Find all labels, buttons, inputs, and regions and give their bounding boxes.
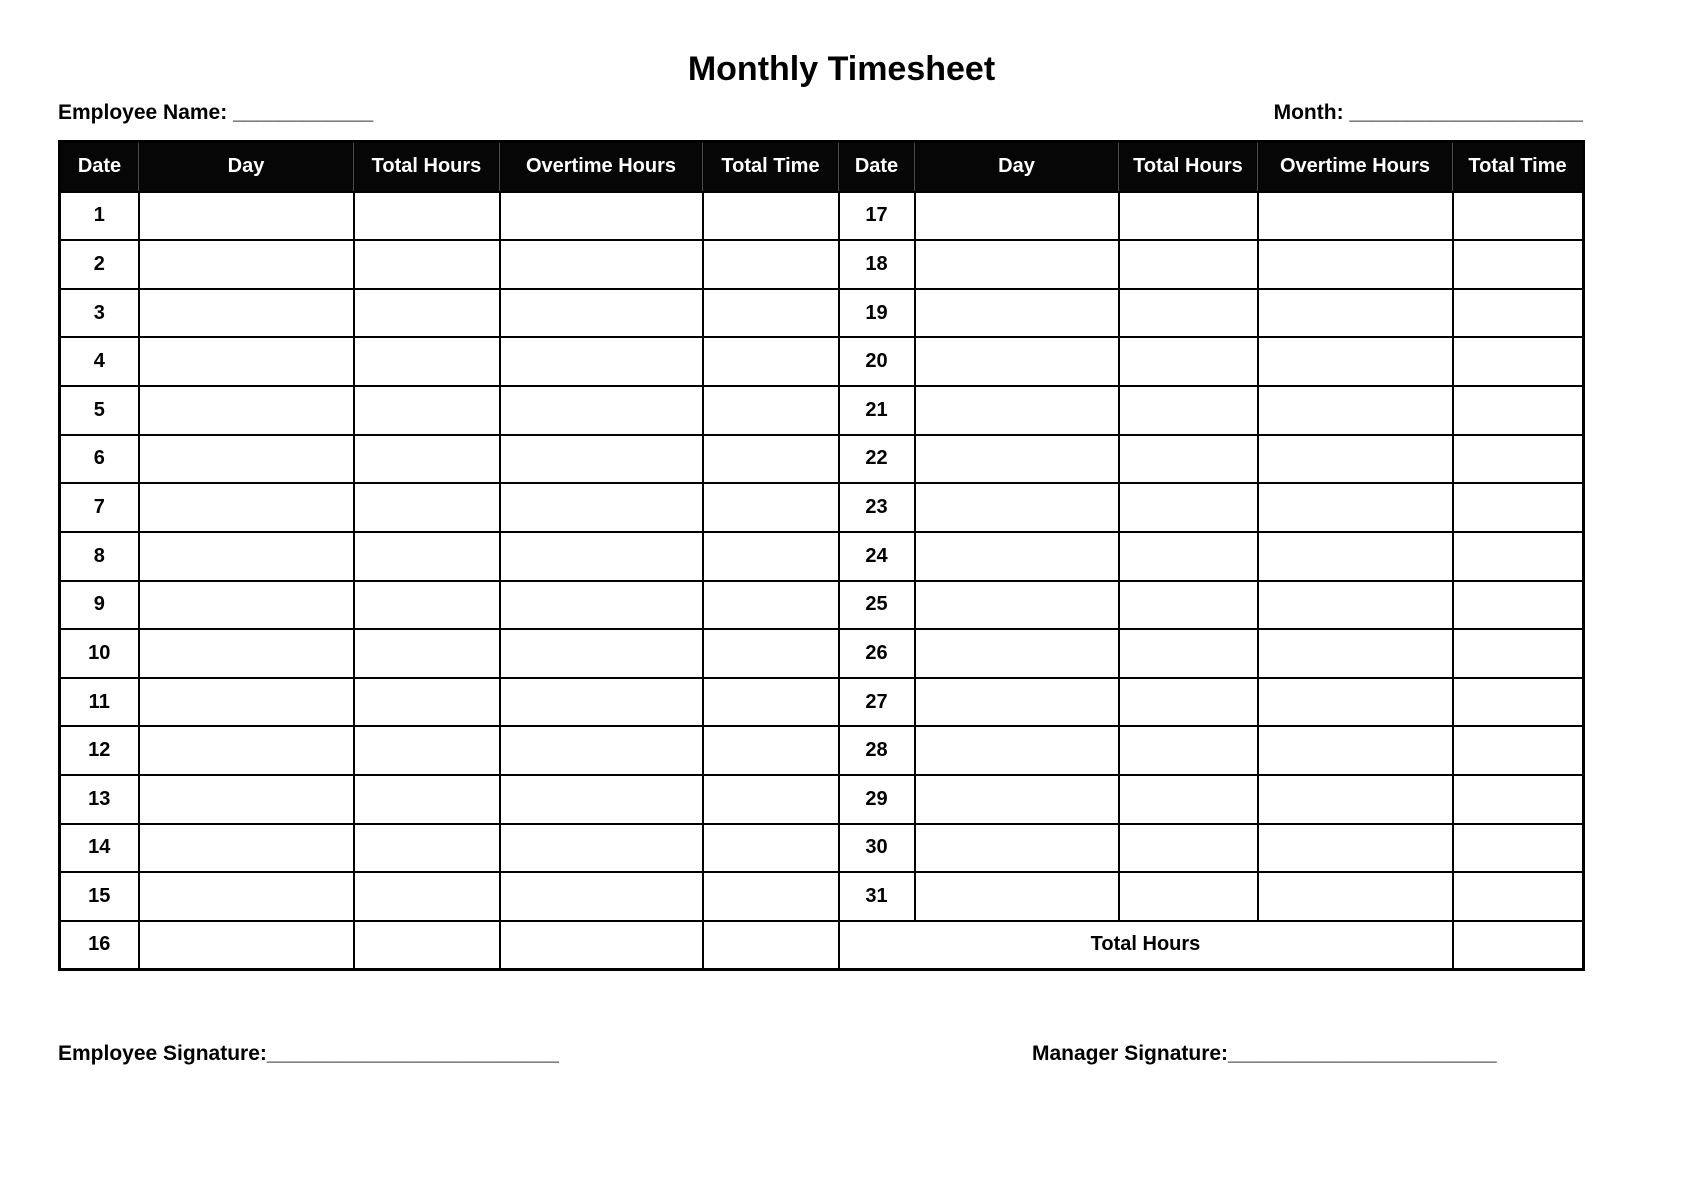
entry-total-hours-19[interactable] — [1119, 289, 1258, 338]
entry-overtime-hours-5[interactable] — [500, 386, 703, 435]
employee-signature-label: Employee Signature: — [58, 1042, 267, 1065]
entry-total-time-6[interactable] — [703, 435, 839, 484]
entry-overtime-hours-11[interactable] — [500, 678, 703, 727]
entry-total-time-25[interactable] — [1453, 581, 1584, 630]
entry-total-hours-17[interactable] — [1119, 192, 1258, 241]
entry-overtime-hours-13[interactable] — [500, 775, 703, 824]
entry-total-hours-14[interactable] — [354, 824, 500, 873]
date-cell-20: 20 — [839, 337, 915, 386]
entry-day-25[interactable] — [915, 581, 1119, 630]
date-cell-28: 28 — [839, 726, 915, 775]
entry-day-30[interactable] — [915, 824, 1119, 873]
entry-overtime-hours-1[interactable] — [500, 192, 703, 241]
table-row-5 — [60, 386, 1584, 435]
entry-day-11[interactable] — [139, 678, 354, 727]
entry-total-hours-23[interactable] — [1119, 483, 1258, 532]
entry-overtime-hours-21[interactable] — [1258, 386, 1453, 435]
entry-total-time-17[interactable] — [1453, 192, 1584, 241]
table-body — [60, 192, 1584, 970]
entry-day-1[interactable] — [139, 192, 354, 241]
entry-total-hours-4[interactable] — [354, 337, 500, 386]
entry-total-hours-value[interactable] — [1453, 921, 1584, 970]
entry-overtime-hours-31[interactable] — [1258, 872, 1453, 921]
entry-overtime-hours-22[interactable] — [1258, 435, 1453, 484]
entry-overtime-hours-20[interactable] — [1258, 337, 1453, 386]
table-row-12 — [60, 726, 1584, 775]
entry-total-time-30[interactable] — [1453, 824, 1584, 873]
employee-signature-line[interactable]: _________________________ — [266, 1042, 559, 1065]
entry-overtime-hours-26[interactable] — [1258, 629, 1453, 678]
entry-day-17[interactable] — [915, 192, 1119, 241]
entry-total-hours-18[interactable] — [1119, 240, 1258, 289]
date-cell-19: 19 — [839, 289, 915, 338]
entry-overtime-hours-17[interactable] — [1258, 192, 1453, 241]
entry-day-4[interactable] — [139, 337, 354, 386]
entry-day-3[interactable] — [139, 289, 354, 338]
table-row-13 — [60, 775, 1584, 824]
total-hours-label-cell: Total Hours — [839, 921, 1453, 970]
date-cell-9: 9 — [60, 581, 139, 630]
col-header-total-time-right: Total Time — [1453, 142, 1584, 192]
entry-day-6[interactable] — [139, 435, 354, 484]
entry-total-time-5[interactable] — [703, 386, 839, 435]
table-row-10 — [60, 629, 1584, 678]
table-row-3 — [60, 289, 1584, 338]
date-cell-23: 23 — [839, 483, 915, 532]
employee-name-field — [58, 101, 373, 125]
entry-total-time-2[interactable] — [703, 240, 839, 289]
entry-day-7[interactable] — [139, 483, 354, 532]
table-row-4 — [60, 337, 1584, 386]
timesheet-table — [58, 140, 1585, 971]
entry-overtime-hours-4[interactable] — [500, 337, 703, 386]
entry-total-time-8[interactable] — [703, 532, 839, 581]
entry-total-hours-26[interactable] — [1119, 629, 1258, 678]
entry-total-hours-13[interactable] — [354, 775, 500, 824]
entry-day-12[interactable] — [139, 726, 354, 775]
date-cell-12: 12 — [60, 726, 139, 775]
entry-overtime-hours-12[interactable] — [500, 726, 703, 775]
col-header-date-right: Date — [839, 142, 915, 192]
entry-day-9[interactable] — [139, 581, 354, 630]
entry-total-time-19[interactable] — [1453, 289, 1584, 338]
date-cell-26: 26 — [839, 629, 915, 678]
entry-overtime-hours-24[interactable] — [1258, 532, 1453, 581]
entry-total-time-1[interactable] — [703, 192, 839, 241]
entry-total-time-12[interactable] — [703, 726, 839, 775]
table-row-8 — [60, 532, 1584, 581]
entry-overtime-hours-29[interactable] — [1258, 775, 1453, 824]
entry-total-time-14[interactable] — [703, 824, 839, 873]
entry-total-hours-16[interactable] — [354, 921, 500, 970]
entry-day-5[interactable] — [139, 386, 354, 435]
entry-total-time-10[interactable] — [703, 629, 839, 678]
entry-total-hours-27[interactable] — [1119, 678, 1258, 727]
entry-day-15[interactable] — [139, 872, 354, 921]
entry-total-hours-25[interactable] — [1119, 581, 1258, 630]
entry-total-time-24[interactable] — [1453, 532, 1584, 581]
entry-overtime-hours-7[interactable] — [500, 483, 703, 532]
entry-total-time-29[interactable] — [1453, 775, 1584, 824]
col-header-overtime-hours-left: Overtime Hours — [500, 142, 703, 192]
date-cell-3: 3 — [60, 289, 139, 338]
date-cell-31: 31 — [839, 872, 915, 921]
entry-overtime-hours-16[interactable] — [500, 921, 703, 970]
table-row-11 — [60, 678, 1584, 727]
entry-total-hours-11[interactable] — [354, 678, 500, 727]
entry-total-hours-20[interactable] — [1119, 337, 1258, 386]
manager-signature-field — [1032, 1042, 1497, 1066]
entry-day-18[interactable] — [915, 240, 1119, 289]
date-cell-2: 2 — [60, 240, 139, 289]
col-header-total-time-left: Total Time — [703, 142, 839, 192]
entry-total-time-21[interactable] — [1453, 386, 1584, 435]
entry-total-hours-5[interactable] — [354, 386, 500, 435]
entry-total-hours-24[interactable] — [1119, 532, 1258, 581]
entry-total-time-16[interactable] — [703, 921, 839, 970]
date-cell-25: 25 — [839, 581, 915, 630]
month-field — [1274, 101, 1583, 125]
date-cell-7: 7 — [60, 483, 139, 532]
entry-total-time-3[interactable] — [703, 289, 839, 338]
entry-total-time-31[interactable] — [1453, 872, 1584, 921]
entry-day-10[interactable] — [139, 629, 354, 678]
entry-total-time-9[interactable] — [703, 581, 839, 630]
entry-day-20[interactable] — [915, 337, 1119, 386]
col-header-day-right: Day — [915, 142, 1119, 192]
entry-total-hours-29[interactable] — [1119, 775, 1258, 824]
table-header-row — [60, 142, 1584, 192]
entry-total-hours-10[interactable] — [354, 629, 500, 678]
entry-total-time-11[interactable] — [703, 678, 839, 727]
date-cell-17: 17 — [839, 192, 915, 241]
date-cell-11: 11 — [60, 678, 139, 727]
date-cell-8: 8 — [60, 532, 139, 581]
entry-total-time-23[interactable] — [1453, 483, 1584, 532]
table-row-6 — [60, 435, 1584, 484]
entry-day-28[interactable] — [915, 726, 1119, 775]
date-cell-4: 4 — [60, 337, 139, 386]
col-header-overtime-hours-right: Overtime Hours — [1258, 142, 1453, 192]
entry-total-time-28[interactable] — [1453, 726, 1584, 775]
entry-total-time-15[interactable] — [703, 872, 839, 921]
entry-total-time-13[interactable] — [703, 775, 839, 824]
entry-total-hours-9[interactable] — [354, 581, 500, 630]
date-cell-5: 5 — [60, 386, 139, 435]
entry-overtime-hours-2[interactable] — [500, 240, 703, 289]
entry-day-8[interactable] — [139, 532, 354, 581]
entry-total-hours-22[interactable] — [1119, 435, 1258, 484]
entry-overtime-hours-10[interactable] — [500, 629, 703, 678]
entry-day-19[interactable] — [915, 289, 1119, 338]
entry-total-hours-2[interactable] — [354, 240, 500, 289]
entry-total-hours-6[interactable] — [354, 435, 500, 484]
table-row-9 — [60, 581, 1584, 630]
date-cell-21: 21 — [839, 386, 915, 435]
date-cell-29: 29 — [839, 775, 915, 824]
table-row-14 — [60, 824, 1584, 873]
entry-day-31[interactable] — [915, 872, 1119, 921]
date-cell-18: 18 — [839, 240, 915, 289]
entry-day-27[interactable] — [915, 678, 1119, 727]
entry-day-24[interactable] — [915, 532, 1119, 581]
date-cell-15: 15 — [60, 872, 139, 921]
entry-total-hours-31[interactable] — [1119, 872, 1258, 921]
entry-total-hours-8[interactable] — [354, 532, 500, 581]
entry-day-23[interactable] — [915, 483, 1119, 532]
entry-overtime-hours-30[interactable] — [1258, 824, 1453, 873]
manager-signature-label: Manager Signature: — [1032, 1042, 1229, 1065]
date-cell-22: 22 — [839, 435, 915, 484]
col-header-day-left: Day — [139, 142, 354, 192]
entry-overtime-hours-9[interactable] — [500, 581, 703, 630]
entry-total-hours-21[interactable] — [1119, 386, 1258, 435]
manager-signature-line[interactable]: _______________________ — [1228, 1042, 1497, 1065]
entry-overtime-hours-23[interactable] — [1258, 483, 1453, 532]
entry-day-26[interactable] — [915, 629, 1119, 678]
entry-day-21[interactable] — [915, 386, 1119, 435]
col-header-date-left: Date — [60, 142, 139, 192]
table-row-7 — [60, 483, 1584, 532]
entry-day-14[interactable] — [139, 824, 354, 873]
entry-overtime-hours-19[interactable] — [1258, 289, 1453, 338]
entry-overtime-hours-27[interactable] — [1258, 678, 1453, 727]
entry-total-time-26[interactable] — [1453, 629, 1584, 678]
entry-total-time-18[interactable] — [1453, 240, 1584, 289]
entry-total-hours-30[interactable] — [1119, 824, 1258, 873]
date-cell-10: 10 — [60, 629, 139, 678]
table-row-1 — [60, 192, 1584, 241]
date-cell-6: 6 — [60, 435, 139, 484]
entry-overtime-hours-8[interactable] — [500, 532, 703, 581]
date-cell-16: 16 — [60, 921, 139, 970]
entry-total-time-20[interactable] — [1453, 337, 1584, 386]
date-cell-13: 13 — [60, 775, 139, 824]
month-label: Month: — [1273, 101, 1344, 124]
entry-day-2[interactable] — [139, 240, 354, 289]
entry-total-time-4[interactable] — [703, 337, 839, 386]
entry-total-time-22[interactable] — [1453, 435, 1584, 484]
page-title: Monthly Timesheet — [687, 50, 996, 88]
entry-overtime-hours-28[interactable] — [1258, 726, 1453, 775]
entry-overtime-hours-15[interactable] — [500, 872, 703, 921]
entry-day-22[interactable] — [915, 435, 1119, 484]
month-blank[interactable]: ____________________ — [1349, 101, 1583, 124]
entry-total-hours-1[interactable] — [354, 192, 500, 241]
entry-day-13[interactable] — [139, 775, 354, 824]
date-cell-24: 24 — [839, 532, 915, 581]
col-header-total-hours-left: Total Hours — [354, 142, 500, 192]
table-row-2 — [60, 240, 1584, 289]
date-cell-14: 14 — [60, 824, 139, 873]
employee-signature-field — [58, 1042, 559, 1066]
entry-total-time-27[interactable] — [1453, 678, 1584, 727]
entry-total-hours-7[interactable] — [354, 483, 500, 532]
table-row-16 — [60, 921, 1584, 970]
date-cell-1: 1 — [60, 192, 139, 241]
entry-total-hours-15[interactable] — [354, 872, 500, 921]
employee-name-blank[interactable]: ____________ — [233, 101, 374, 124]
entry-total-hours-12[interactable] — [354, 726, 500, 775]
date-cell-30: 30 — [839, 824, 915, 873]
entry-overtime-hours-25[interactable] — [1258, 581, 1453, 630]
entry-overtime-hours-6[interactable] — [500, 435, 703, 484]
entry-day-16[interactable] — [139, 921, 354, 970]
date-cell-27: 27 — [839, 678, 915, 727]
entry-total-hours-28[interactable] — [1119, 726, 1258, 775]
entry-total-hours-3[interactable] — [354, 289, 500, 338]
entry-overtime-hours-18[interactable] — [1258, 240, 1453, 289]
entry-overtime-hours-3[interactable] — [500, 289, 703, 338]
col-header-total-hours-right: Total Hours — [1119, 142, 1258, 192]
entry-overtime-hours-14[interactable] — [500, 824, 703, 873]
entry-total-time-7[interactable] — [703, 483, 839, 532]
table-row-15 — [60, 872, 1584, 921]
employee-name-label: Employee Name: — [58, 101, 228, 124]
entry-day-29[interactable] — [915, 775, 1119, 824]
